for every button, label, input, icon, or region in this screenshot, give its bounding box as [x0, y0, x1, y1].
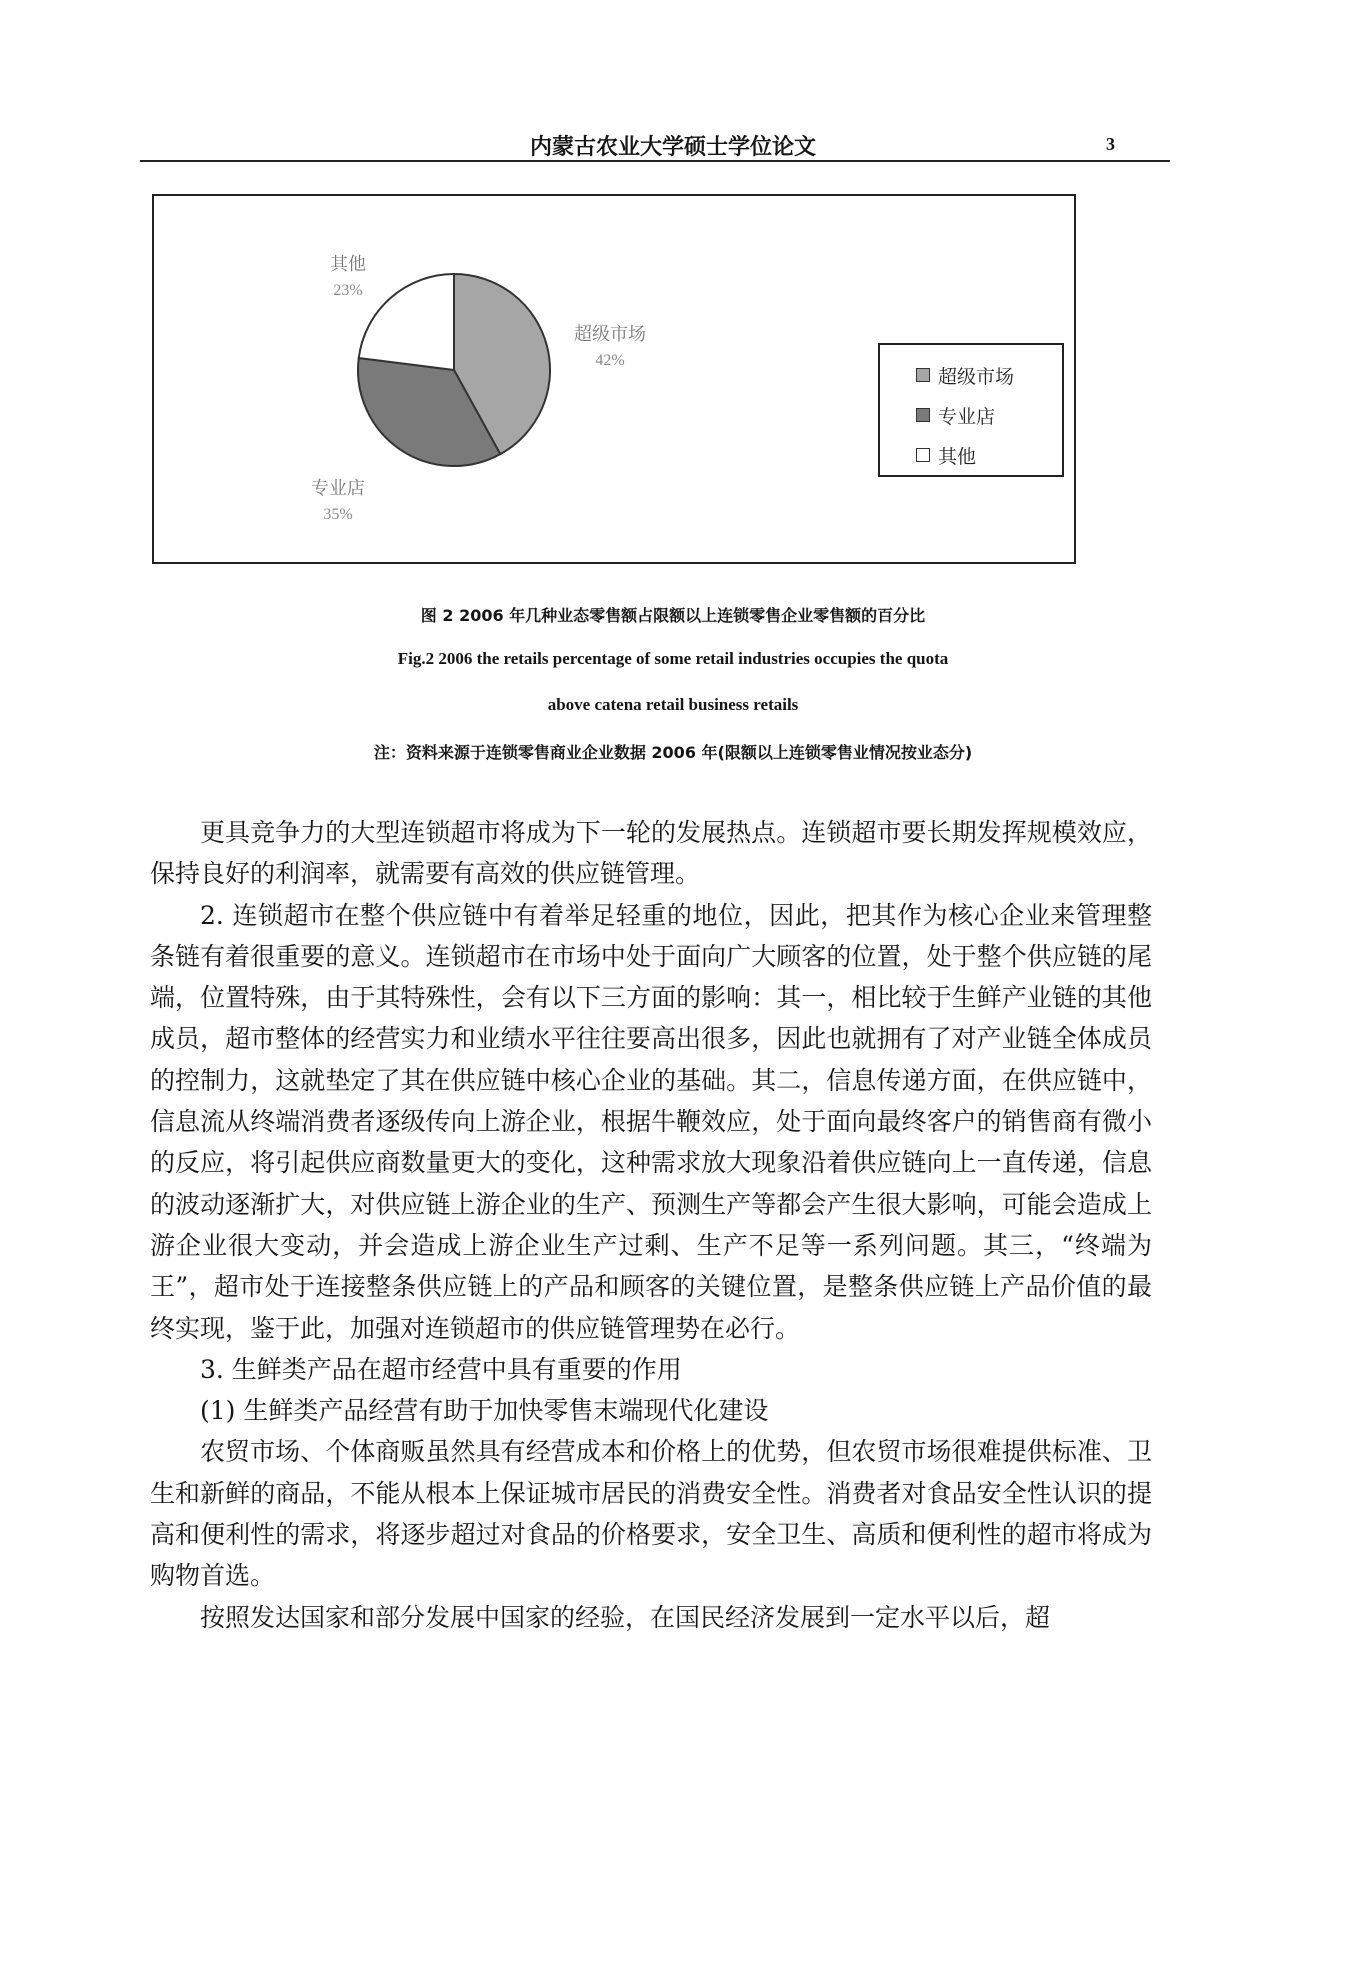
slice-label-supermarket-value: 42%: [595, 352, 625, 369]
slice-label-other-value: 23%: [333, 282, 363, 299]
page-header-title: 内蒙古农业大学硕士学位论文: [529, 135, 816, 160]
slice-label-other: [288, 252, 408, 304]
legend-item-specialty: [916, 395, 1062, 435]
slice-label-other-name: 其他: [330, 254, 366, 275]
body-paragraph-6: 按照发达国家和部分发展中国家的经验，在国民经济发展到一定水平以后，超: [200, 1602, 1051, 1632]
chart-legend: [878, 343, 1064, 477]
slice-label-specialty: [278, 476, 398, 528]
body-paragraph-1: 更具竞争力的大型连锁超市将成为下一轮的发展热点。连锁超市要长期发挥规模效应，保持良好的利润率，就需要有高效的供应链管理。: [150, 818, 1152, 889]
header-rule: [140, 160, 1170, 162]
figure-caption-en-line1: Fig.2 2006 the retails percentage of some retail industries occupies the quota: [397, 649, 949, 668]
legend-label-supermarket: 超级市场: [938, 365, 1015, 388]
body-paragraph-4: (1) 生鲜类产品经营有助于加快零售末端现代化建设: [200, 1396, 769, 1426]
legend-swatch-other: [916, 448, 930, 462]
body-text: [150, 812, 1152, 1638]
legend-item-supermarket: [916, 355, 1062, 395]
figure-caption-en-line2: above catena retail business retails: [547, 695, 799, 714]
body-paragraph-5: 农贸市场、个体商贩虽然具有经营成本和价格上的优势，但农贸市场很难提供标准、卫生和新鲜的商品，不能从根本上保证城市居民的消费安全性。消费者对食品安全性认识的提高和便利性的需求，将逐步超过对食品的价格要求，安全卫生、高质和便利性的超市将成为购物首选。: [150, 1437, 1152, 1591]
legend-swatch-supermarket: [916, 368, 930, 382]
body-paragraph-2: 2. 连锁超市在整个供应链中有着举足轻重的地位，因此，把其作为核心企业来管理整条链有着很重要的意义。连锁超市在市场中处于面向广大顾客的位置，处于整个供应链的尾端，位置特殊，由于其特殊性，会有以下三方面的影响：其一，相比较于生鲜产业链的其他成员，超市整体的经营实力和业绩水平往往要高出很多，因此也就拥有了对产业链全体成员的控制力，这就垫定了其在供应链中核心企业的基础。其二，信息传递方面，在供应链中，信息流从终端消费者逐级传向上游企业，根据牛鞭效应，处于面向最终客户的销售商有微小的反应，将引起供应商数量更大的变化，这种需求放大现象沿着供应链向上一直传递，信息的波动逐渐扩大，对供应链上游企业的生产、预测生产等都会产生很大影响，可能会造成上游企业很大变动，并会造成上游企业生产过剩、生产不足等一系列问题。其三，“终端为王”，超市处于连接整条供应链上的产品和顾客的关键位置，是整条供应链上产品价值的最终实现，鉴于此，加强对连锁超市的供应链管理势在必行。: [150, 900, 1152, 1343]
slice-label-specialty-value: 35%: [323, 506, 353, 523]
legend-label-specialty: 专业店: [938, 405, 996, 428]
figure-caption-cn: 图 2 2006 年几种业态零售额占限额以上连锁零售企业零售额的百分比: [420, 606, 926, 625]
slice-label-specialty-name: 专业店: [311, 478, 365, 499]
legend-label-other: 其他: [938, 445, 977, 468]
legend-item-other: [916, 435, 1062, 475]
slice-label-supermarket-name: 超级市场: [574, 324, 646, 345]
figure-note: 注：资料来源于连锁零售商业企业数据 2006 年(限额以上连锁零售业情况按业态分): [373, 743, 973, 762]
page-number: 3: [1106, 134, 1115, 154]
slice-label-supermarket: [550, 322, 670, 374]
legend-swatch-specialty: [916, 408, 930, 422]
body-paragraph-3: 3. 生鲜类产品在超市经营中具有重要的作用: [200, 1354, 682, 1384]
